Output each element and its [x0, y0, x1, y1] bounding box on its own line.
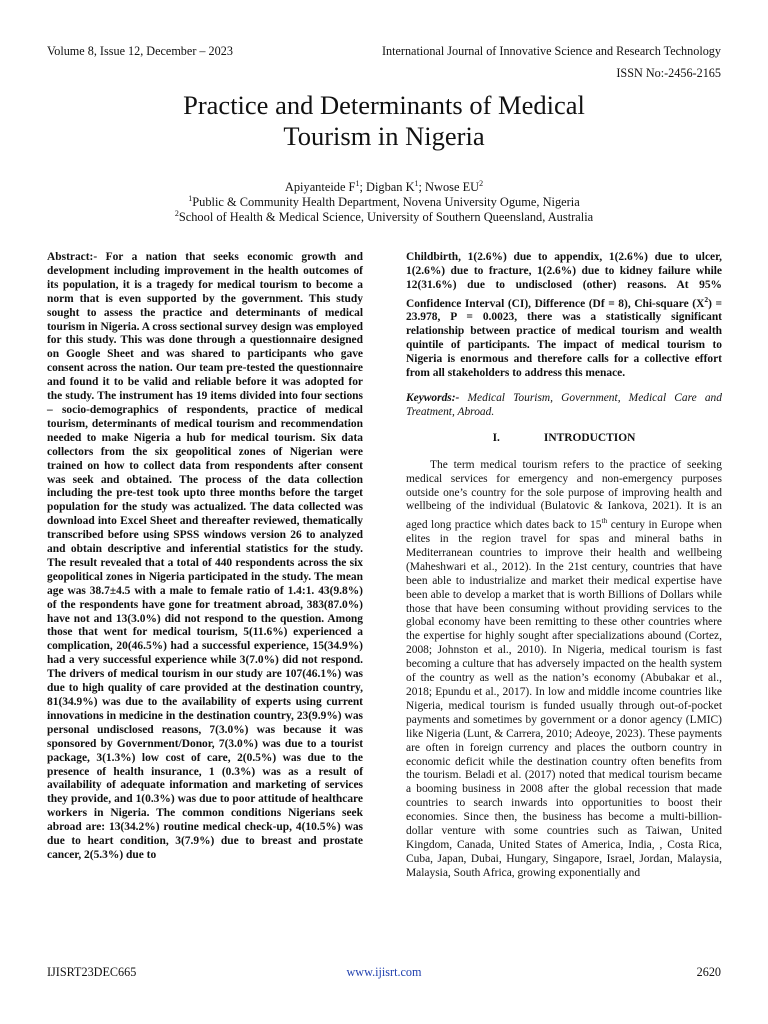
affiliation-2 — [0, 210, 768, 225]
title-line-2: Tourism in Nigeria — [283, 121, 485, 151]
section-number: I. — [492, 431, 500, 444]
author-list — [0, 180, 768, 195]
author-1-affil: 1 — [355, 178, 360, 188]
title-line-1: Practice and Determinants of Medical — [183, 90, 585, 120]
website-link[interactable]: www.ijisrt.com — [346, 965, 422, 979]
abstract-part-2 — [406, 251, 722, 381]
keywords-text: Medical Tourism, Government, Medical Care and Treatment, Abroad. — [406, 391, 722, 418]
keywords-label: Keywords:- — [406, 391, 460, 404]
journal-name: International Journal of Innovative Science and Research Technology — [381, 44, 721, 58]
affiliation-2-text: School of Health & Medical Science, University of Southern Queensland, Australia — [178, 210, 594, 225]
section-title: INTRODUCTION — [543, 431, 636, 444]
keywords — [406, 392, 722, 420]
author-3: ; Nwose EU — [418, 180, 480, 194]
issn: ISSN No:-2456-2165 — [616, 66, 721, 80]
paper-title — [0, 90, 768, 152]
volume-info: Volume 8, Issue 12, December – 2023 — [47, 44, 233, 58]
left-column — [47, 251, 363, 863]
abstract-part-2-b: ) = 23.978, P = 0.0023, there was a statistically significant relationship between practice of medical tourism and wealth quintile of participants. The impact of medical tourism to Nigeria is enormous and therefore calls for a collective effort from all stakeholders to address this menace. — [406, 297, 722, 380]
author-1: Apiyanteide F — [284, 180, 356, 194]
introduction-paragraph — [406, 459, 722, 881]
abstract-part-1: Abstract:- For a nation that seeks economic growth and development including improvement in the health outcomes of its population, it is a tragedy for medical tourism to become a norm that is even supported by the government. This study sought to assess the practice and determinants of medical tourism in Nigeria. A cross sectional survey design was employed for this study. This was done through a questionnaire designed on Google Sheet and was shared to participants who gave consent across the nation. Our team pre-tested the questionnaire and found it to be valid and reliable before it was adopted for the study. The instrument has 19 items divided into four sections – socio-demographics of respondents, practice of medical tourism, determinants of medical tourism and recommendation needed to make Nigeria a hub for medical tourism. Six data collectors from the six geopolitical zones of Nigerian were trained on how to collect data from respondents after consent was seek and obtained. The process of the data collection including the pre-test took upto three months before the target population for the study was actualized. The data collected was download into Excel Sheet and thereafter reviewed, thematically transcribed before using SPSS windows version 26 to analyzed and obtain descriptive and inferential statistics for the study. The result revealed that a total of 440 respondents across the six geopolitical zones in Nigeria participated in the study. The mean age was 38.7±4.5 with a male to female ratio of 1.4:1. 43(9.8%) of the respondents have gone for treatment abroad, 383(87.0%) have not and 13(3.0%) did not respond to the question. Among those that went for medical tourism, 5(11.6%) experienced a complication, 20(46.5%) had a successful experience, 15(34.9%) had a very successful experience while 3(7.0%) did not respond. The drivers of medical tourism in our study are 107(46.1%) was due to high quality of care provided at the destination country, 81(34.9%) was due to the availability of experts using current innovations in medicine in the destination country, 23(9.9%) was personal undisclosed reasons, 7(3.0%) was because it was sponsored by Government/Donor, 7(3.0%) was due to a tourist package, 3(1.3%) low cost of care, 2(0.5%) was due to the presence of health insurance, 1 (0.3%) was as a result of availability of adequate information and marketing of services they provide, and 1(0.3%) was due to poor attitude of healthcare workers in Nigeria. The common conditions Nigerians seek abroad are: 13(34.2%) routine medical check-up, 4(10.5%) was due to heart condition, 3(7.9%) due to breast and prostate cancer, 2(5.3%) due to — [47, 251, 363, 861]
affiliation-1-mark: 1 — [188, 194, 193, 204]
page-number: 2620 — [696, 965, 721, 979]
intro-sup: th — [601, 516, 608, 526]
right-column — [406, 251, 722, 881]
affiliation-1-text: Public & Community Health Department, Novena University Ogume, Nigeria — [192, 195, 580, 210]
section-heading — [406, 432, 722, 446]
abstract-part-2-a: Childbirth, 1(2.6%) due to appendix, 1(2.6%) due to ulcer, 1(2.6%) due to fracture, 1(2.6%) due to kidney failure while 12(31.6%) due to undisclosed (other) reasons. At 95% Confidence Interval (CI), Difference (Df = 8), Chi-square (X — [406, 251, 722, 310]
author-2: ; Digban K — [359, 180, 415, 194]
author-3-affil: 2 — [479, 178, 484, 188]
author-block — [0, 180, 768, 226]
intro-text-a: The term medical tourism refers to the practice of seeking medical services for emergency and non-emergency purposes outside one’s country for the sole purpose of improving health and wellbeing of the individual (Bulatovic & Iankova, 2021). It is an aged long practice which dates back to 15 — [406, 458, 722, 532]
author-2-affil: 1 — [414, 178, 419, 188]
intro-text-b: century in Europe when elites in the region travel for spas and mineral baths in Mediterranean countries to improve their health and wellbeing (Maheshwari et al., 2012). In the 21st century, countries that have been able to industrialize and market their medical expertise have been able to develop a market that is worth Billions of Dollars while those that have been consuming without providing services to the global economy have been remitting to these other countries where the expertise for highly sought after specializations abound (Cortez, 2008; Johnston et al., 2010). In Nigeria, medical tourism is fast becoming a culture that has adversely impacted on the health system of the country as well as the nation’s economy (Abubakar et al., 2018; Epundu et al., 2017). In low and middle income countries like Nigeria, medical tourism is funded usually through out-of-pocket payments and sometimes by government or a donor agency (LMIC) like Nigeria (Lunt, & Carrera, 2010; Adeoye, 2023). These payments are often in foreign currency and places the outborn country in economic deficit while the destination country often benefits from the tourism. Beladi et al. (2017) noted that medical tourism became a booming business in 2008 after the global recession that made countries to search inwards into opportunities to boost their economies. Since then, the business has become a multi-billion-dollar venture with some countries such as Taiwan, United Kingdom, Canada, United States of America, India, , Costa Rica, Cuba, Japan, Dubai, Hungary, Singapore, Israel, Jordan, Malaysia, Malaysia, South Africa, growing exponentially and — [406, 519, 722, 879]
affiliation-1 — [0, 195, 768, 210]
paper-code: IJISRT23DEC665 — [47, 965, 137, 979]
affiliation-2-mark: 2 — [174, 209, 179, 219]
chi-square-sup: 2 — [704, 294, 709, 304]
